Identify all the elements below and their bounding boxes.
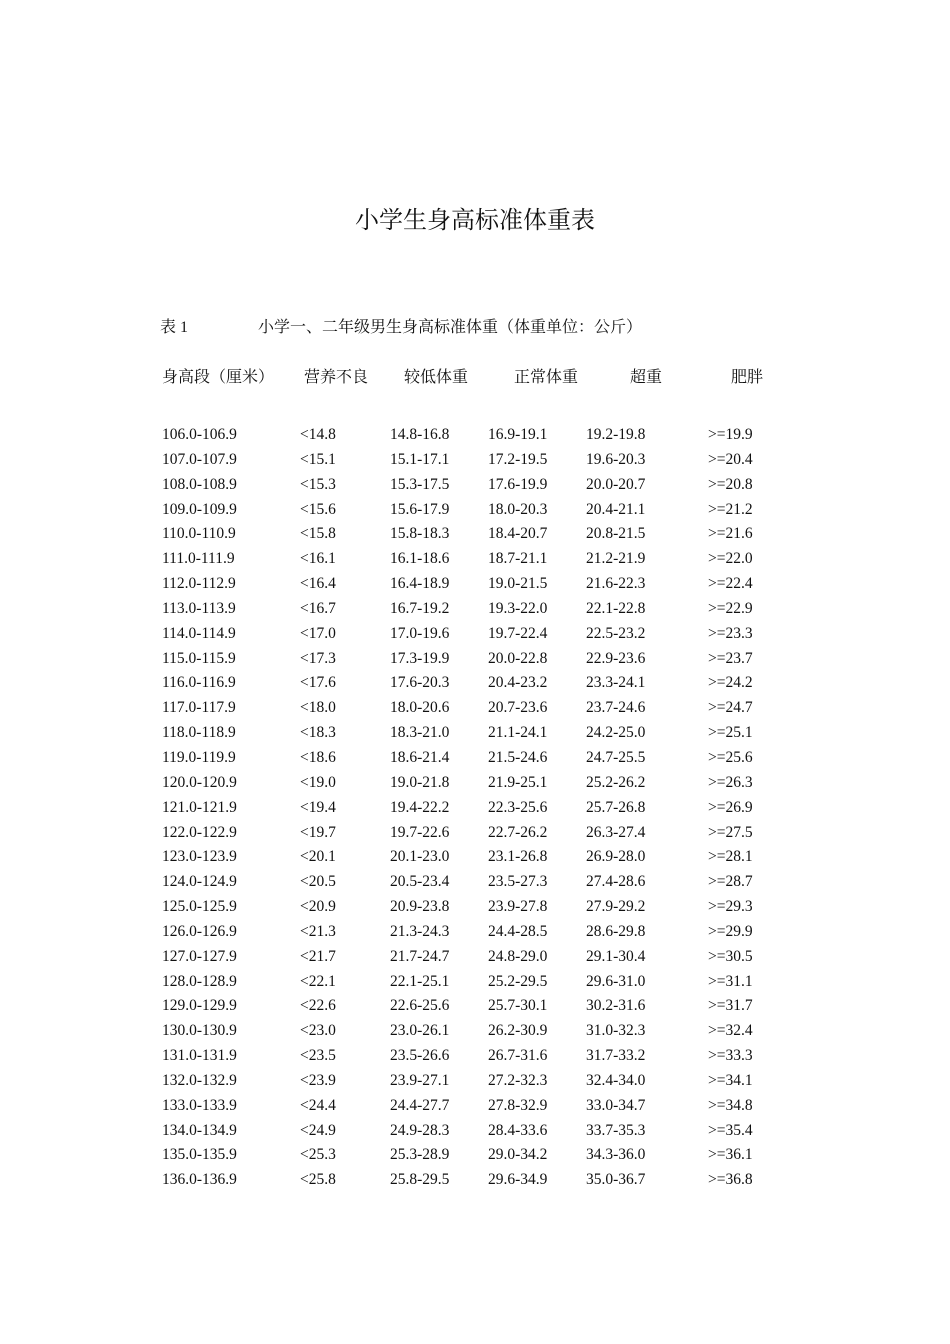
malnutrition-cell: <25.8: [300, 1171, 336, 1189]
low-weight-cell: 16.4-18.9: [390, 575, 450, 593]
obese-cell: >=20.4: [708, 450, 753, 468]
low-weight-cell: 23.0-26.1: [390, 1022, 450, 1040]
malnutrition-cell: <15.3: [300, 475, 336, 493]
low-weight-cell: 17.6-20.3: [390, 674, 450, 692]
overweight-cell: 22.9-23.6: [586, 649, 646, 667]
table-number: 表 1: [160, 319, 189, 336]
normal-weight-cell: 19.7-22.4: [488, 624, 548, 642]
table-row: [0, 451, 950, 476]
obese-cell: >=24.7: [708, 699, 753, 717]
malnutrition-cell: <15.6: [300, 500, 336, 518]
table-row: [0, 1122, 950, 1147]
height-range-cell: 116.0-116.9: [162, 674, 236, 692]
table-row: [0, 923, 950, 948]
low-weight-cell: 24.9-28.3: [390, 1121, 450, 1139]
normal-weight-cell: 17.6-19.9: [488, 475, 548, 493]
table-row: [0, 525, 950, 550]
low-weight-cell: 25.8-29.5: [390, 1171, 450, 1189]
malnutrition-cell: <22.6: [300, 997, 336, 1015]
normal-weight-cell: 25.7-30.1: [488, 997, 548, 1015]
obese-cell: >=36.8: [708, 1171, 753, 1189]
low-weight-cell: 18.6-21.4: [390, 748, 450, 766]
obese-cell: >=22.9: [708, 599, 753, 617]
table-row: [0, 674, 950, 699]
malnutrition-cell: <21.7: [300, 947, 336, 965]
header-normal-weight: 正常体重: [514, 367, 579, 386]
table-row: [0, 824, 950, 849]
height-range-cell: 130.0-130.9: [162, 1022, 237, 1040]
low-weight-cell: 21.3-24.3: [390, 922, 450, 940]
height-range-cell: 111.0-111.9: [162, 550, 235, 568]
height-range-cell: 114.0-114.9: [162, 624, 236, 642]
height-range-cell: 113.0-113.9: [162, 599, 236, 617]
overweight-cell: 27.4-28.6: [586, 873, 646, 891]
low-weight-cell: 17.0-19.6: [390, 624, 450, 642]
obese-cell: >=32.4: [708, 1022, 753, 1040]
height-range-cell: 132.0-132.9: [162, 1071, 237, 1089]
obese-cell: >=31.1: [708, 972, 753, 990]
malnutrition-cell: <24.4: [300, 1096, 336, 1114]
overweight-cell: 19.2-19.8: [586, 426, 646, 443]
overweight-cell: 33.7-35.3: [586, 1121, 646, 1139]
normal-weight-cell: 26.2-30.9: [488, 1022, 548, 1040]
overweight-cell: 28.6-29.8: [586, 922, 646, 940]
normal-weight-cell: 27.8-32.9: [488, 1096, 548, 1114]
table-row: [0, 799, 950, 824]
malnutrition-cell: <17.6: [300, 674, 336, 692]
height-range-cell: 120.0-120.9: [162, 773, 237, 791]
table-row: [0, 873, 950, 898]
obese-cell: >=25.1: [708, 724, 753, 742]
malnutrition-cell: <18.6: [300, 748, 336, 766]
obese-cell: >=20.8: [708, 475, 753, 493]
overweight-cell: 20.4-21.1: [586, 500, 646, 518]
malnutrition-cell: <24.9: [300, 1121, 336, 1139]
normal-weight-cell: 21.9-25.1: [488, 773, 548, 791]
malnutrition-cell: <18.3: [300, 724, 336, 742]
obese-cell: >=23.7: [708, 649, 753, 667]
obese-cell: >=21.2: [708, 500, 753, 518]
height-range-cell: 110.0-110.9: [162, 525, 236, 543]
overweight-cell: 26.9-28.0: [586, 848, 646, 866]
normal-weight-cell: 18.4-20.7: [488, 525, 548, 543]
normal-weight-cell: 20.4-23.2: [488, 674, 548, 692]
low-weight-cell: 20.5-23.4: [390, 873, 450, 891]
malnutrition-cell: <14.8: [300, 426, 336, 443]
overweight-cell: 22.1-22.8: [586, 599, 646, 617]
obese-cell: >=30.5: [708, 947, 753, 965]
obese-cell: >=23.3: [708, 624, 753, 642]
overweight-cell: 24.2-25.0: [586, 724, 646, 742]
low-weight-cell: 20.1-23.0: [390, 848, 450, 866]
normal-weight-cell: 25.2-29.5: [488, 972, 548, 990]
normal-weight-cell: 20.0-22.8: [488, 649, 548, 667]
obese-cell: >=35.4: [708, 1121, 753, 1139]
table-description: 小学一、二年级男生身高标准体重（体重单位：公斤）: [258, 317, 643, 336]
height-range-cell: 126.0-126.9: [162, 922, 237, 940]
table-row: [0, 550, 950, 575]
normal-weight-cell: 22.3-25.6: [488, 798, 548, 816]
low-weight-cell: 15.6-17.9: [390, 500, 450, 518]
low-weight-cell: 20.9-23.8: [390, 898, 450, 916]
overweight-cell: 23.3-24.1: [586, 674, 646, 692]
table-row: [0, 1072, 950, 1097]
page-title: 小学生身高标准体重表: [355, 206, 595, 234]
overweight-cell: 19.6-20.3: [586, 450, 646, 468]
table-row: [0, 625, 950, 650]
height-range-cell: 123.0-123.9: [162, 848, 237, 866]
overweight-cell: 30.2-31.6: [586, 997, 646, 1015]
obese-cell: >=24.2: [708, 674, 753, 692]
low-weight-cell: 24.4-27.7: [390, 1096, 450, 1114]
obese-cell: >=34.1: [708, 1071, 753, 1089]
overweight-cell: 34.3-36.0: [586, 1146, 646, 1164]
overweight-cell: 32.4-34.0: [586, 1071, 646, 1089]
low-weight-cell: 19.7-22.6: [390, 823, 450, 841]
table-row: [0, 575, 950, 600]
normal-weight-cell: 18.7-21.1: [488, 550, 548, 568]
low-weight-cell: 18.3-21.0: [390, 724, 450, 742]
normal-weight-cell: 23.1-26.8: [488, 848, 548, 866]
low-weight-cell: 14.8-16.8: [390, 426, 450, 443]
malnutrition-cell: <22.1: [300, 972, 336, 990]
overweight-cell: 24.7-25.5: [586, 748, 646, 766]
malnutrition-cell: <17.3: [300, 649, 336, 667]
height-range-cell: 135.0-135.9: [162, 1146, 237, 1164]
height-range-cell: 134.0-134.9: [162, 1121, 237, 1139]
height-range-cell: 109.0-109.9: [162, 500, 237, 518]
obese-cell: >=27.5: [708, 823, 753, 841]
low-weight-cell: 23.5-26.6: [390, 1047, 450, 1065]
low-weight-cell: 15.1-17.1: [390, 450, 450, 468]
overweight-cell: 25.7-26.8: [586, 798, 646, 816]
table-row: [0, 774, 950, 799]
table-row: [0, 848, 950, 873]
table-row: [0, 724, 950, 749]
overweight-cell: 20.0-20.7: [586, 475, 646, 493]
height-range-cell: 106.0-106.9: [162, 426, 237, 443]
obese-cell: >=36.1: [708, 1146, 753, 1164]
height-range-cell: 127.0-127.9: [162, 947, 237, 965]
normal-weight-cell: 21.1-24.1: [488, 724, 548, 742]
table-row: [0, 501, 950, 526]
malnutrition-cell: <17.0: [300, 624, 336, 642]
height-range-cell: 118.0-118.9: [162, 724, 236, 742]
malnutrition-cell: <20.5: [300, 873, 336, 891]
obese-cell: >=21.6: [708, 525, 753, 543]
header-height-range: 身高段（厘米）: [162, 367, 275, 386]
low-weight-cell: 22.6-25.6: [390, 997, 450, 1015]
malnutrition-cell: <20.9: [300, 898, 336, 916]
header-malnutrition: 营养不良: [304, 367, 369, 386]
header-overweight: 超重: [630, 367, 663, 386]
height-range-cell: 108.0-108.9: [162, 475, 237, 493]
height-range-cell: 133.0-133.9: [162, 1096, 237, 1114]
low-weight-cell: 22.1-25.1: [390, 972, 450, 990]
height-range-cell: 107.0-107.9: [162, 450, 237, 468]
low-weight-cell: 23.9-27.1: [390, 1071, 450, 1089]
obese-cell: >=22.4: [708, 575, 753, 593]
normal-weight-cell: 26.7-31.6: [488, 1047, 548, 1065]
obese-cell: >=29.3: [708, 898, 753, 916]
table-row: [0, 699, 950, 724]
malnutrition-cell: <21.3: [300, 922, 336, 940]
malnutrition-cell: <18.0: [300, 699, 336, 717]
height-range-cell: 121.0-121.9: [162, 798, 237, 816]
low-weight-cell: 25.3-28.9: [390, 1146, 450, 1164]
height-range-cell: 117.0-117.9: [162, 699, 236, 717]
obese-cell: >=26.9: [708, 798, 753, 816]
low-weight-cell: 19.4-22.2: [390, 798, 450, 816]
overweight-cell: 27.9-29.2: [586, 898, 646, 916]
normal-weight-cell: 16.9-19.1: [488, 426, 548, 443]
obese-cell: >=29.9: [708, 922, 753, 940]
overweight-cell: 31.0-32.3: [586, 1022, 646, 1040]
normal-weight-cell: 17.2-19.5: [488, 450, 548, 468]
overweight-cell: 25.2-26.2: [586, 773, 646, 791]
obese-cell: >=28.1: [708, 848, 753, 866]
low-weight-cell: 15.3-17.5: [390, 475, 450, 493]
table-row: [0, 997, 950, 1022]
low-weight-cell: 18.0-20.6: [390, 699, 450, 717]
table-row: [0, 973, 950, 998]
table-row: [0, 1022, 950, 1047]
overweight-cell: 21.6-22.3: [586, 575, 646, 593]
normal-weight-cell: 23.5-27.3: [488, 873, 548, 891]
malnutrition-cell: <20.1: [300, 848, 336, 866]
normal-weight-cell: 19.3-22.0: [488, 599, 548, 617]
height-range-cell: 136.0-136.9: [162, 1171, 237, 1189]
table-row: [0, 1146, 950, 1171]
malnutrition-cell: <19.0: [300, 773, 336, 791]
overweight-cell: 35.0-36.7: [586, 1171, 646, 1189]
table-row: [0, 1097, 950, 1122]
malnutrition-cell: <15.8: [300, 525, 336, 543]
table-body: [0, 426, 950, 1196]
overweight-cell: 33.0-34.7: [586, 1096, 646, 1114]
normal-weight-cell: 29.6-34.9: [488, 1171, 548, 1189]
low-weight-cell: 19.0-21.8: [390, 773, 450, 791]
height-range-cell: 124.0-124.9: [162, 873, 237, 891]
malnutrition-cell: <19.4: [300, 798, 336, 816]
overweight-cell: 31.7-33.2: [586, 1047, 646, 1065]
height-range-cell: 129.0-129.9: [162, 997, 237, 1015]
malnutrition-cell: <25.3: [300, 1146, 336, 1164]
table-caption: [160, 314, 643, 337]
normal-weight-cell: 27.2-32.3: [488, 1071, 548, 1089]
malnutrition-cell: <16.4: [300, 575, 336, 593]
table-row: [0, 650, 950, 675]
height-range-cell: 128.0-128.9: [162, 972, 237, 990]
table-row: [0, 1047, 950, 1072]
malnutrition-cell: <16.7: [300, 599, 336, 617]
height-range-cell: 122.0-122.9: [162, 823, 237, 841]
table-row: [0, 476, 950, 501]
table-header: [0, 364, 950, 388]
table-row: [0, 426, 950, 451]
malnutrition-cell: <23.5: [300, 1047, 336, 1065]
normal-weight-cell: 20.7-23.6: [488, 699, 548, 717]
table-row: [0, 1171, 950, 1196]
low-weight-cell: 21.7-24.7: [390, 947, 450, 965]
obese-cell: >=19.9: [708, 426, 753, 443]
normal-weight-cell: 24.8-29.0: [488, 947, 548, 965]
overweight-cell: 21.2-21.9: [586, 550, 646, 568]
low-weight-cell: 16.1-18.6: [390, 550, 450, 568]
overweight-cell: 26.3-27.4: [586, 823, 646, 841]
table-row: [0, 898, 950, 923]
obese-cell: >=28.7: [708, 873, 753, 891]
malnutrition-cell: <16.1: [300, 550, 336, 568]
height-range-cell: 112.0-112.9: [162, 575, 236, 593]
low-weight-cell: 15.8-18.3: [390, 525, 450, 543]
malnutrition-cell: <23.9: [300, 1071, 336, 1089]
overweight-cell: 29.1-30.4: [586, 947, 646, 965]
table-row: [0, 749, 950, 774]
height-range-cell: 131.0-131.9: [162, 1047, 237, 1065]
normal-weight-cell: 18.0-20.3: [488, 500, 548, 518]
normal-weight-cell: 24.4-28.5: [488, 922, 548, 940]
low-weight-cell: 17.3-19.9: [390, 649, 450, 667]
low-weight-cell: 16.7-19.2: [390, 599, 450, 617]
height-range-cell: 115.0-115.9: [162, 649, 236, 667]
height-range-cell: 119.0-119.9: [162, 748, 236, 766]
overweight-cell: 20.8-21.5: [586, 525, 646, 543]
malnutrition-cell: <19.7: [300, 823, 336, 841]
obese-cell: >=25.6: [708, 748, 753, 766]
obese-cell: >=22.0: [708, 550, 753, 568]
table-row: [0, 600, 950, 625]
normal-weight-cell: 19.0-21.5: [488, 575, 548, 593]
normal-weight-cell: 21.5-24.6: [488, 748, 548, 766]
malnutrition-cell: <15.1: [300, 450, 336, 468]
normal-weight-cell: 28.4-33.6: [488, 1121, 548, 1139]
overweight-cell: 29.6-31.0: [586, 972, 646, 990]
normal-weight-cell: 23.9-27.8: [488, 898, 548, 916]
overweight-cell: 23.7-24.6: [586, 699, 646, 717]
obese-cell: >=26.3: [708, 773, 753, 791]
malnutrition-cell: <23.0: [300, 1022, 336, 1040]
height-range-cell: 125.0-125.9: [162, 898, 237, 916]
obese-cell: >=33.3: [708, 1047, 753, 1065]
header-low-weight: 较低体重: [404, 367, 469, 386]
obese-cell: >=34.8: [708, 1096, 753, 1114]
normal-weight-cell: 22.7-26.2: [488, 823, 548, 841]
overweight-cell: 22.5-23.2: [586, 624, 646, 642]
obese-cell: >=31.7: [708, 997, 753, 1015]
normal-weight-cell: 29.0-34.2: [488, 1146, 548, 1164]
table-row: [0, 948, 950, 973]
header-obese: 肥胖: [731, 367, 764, 386]
